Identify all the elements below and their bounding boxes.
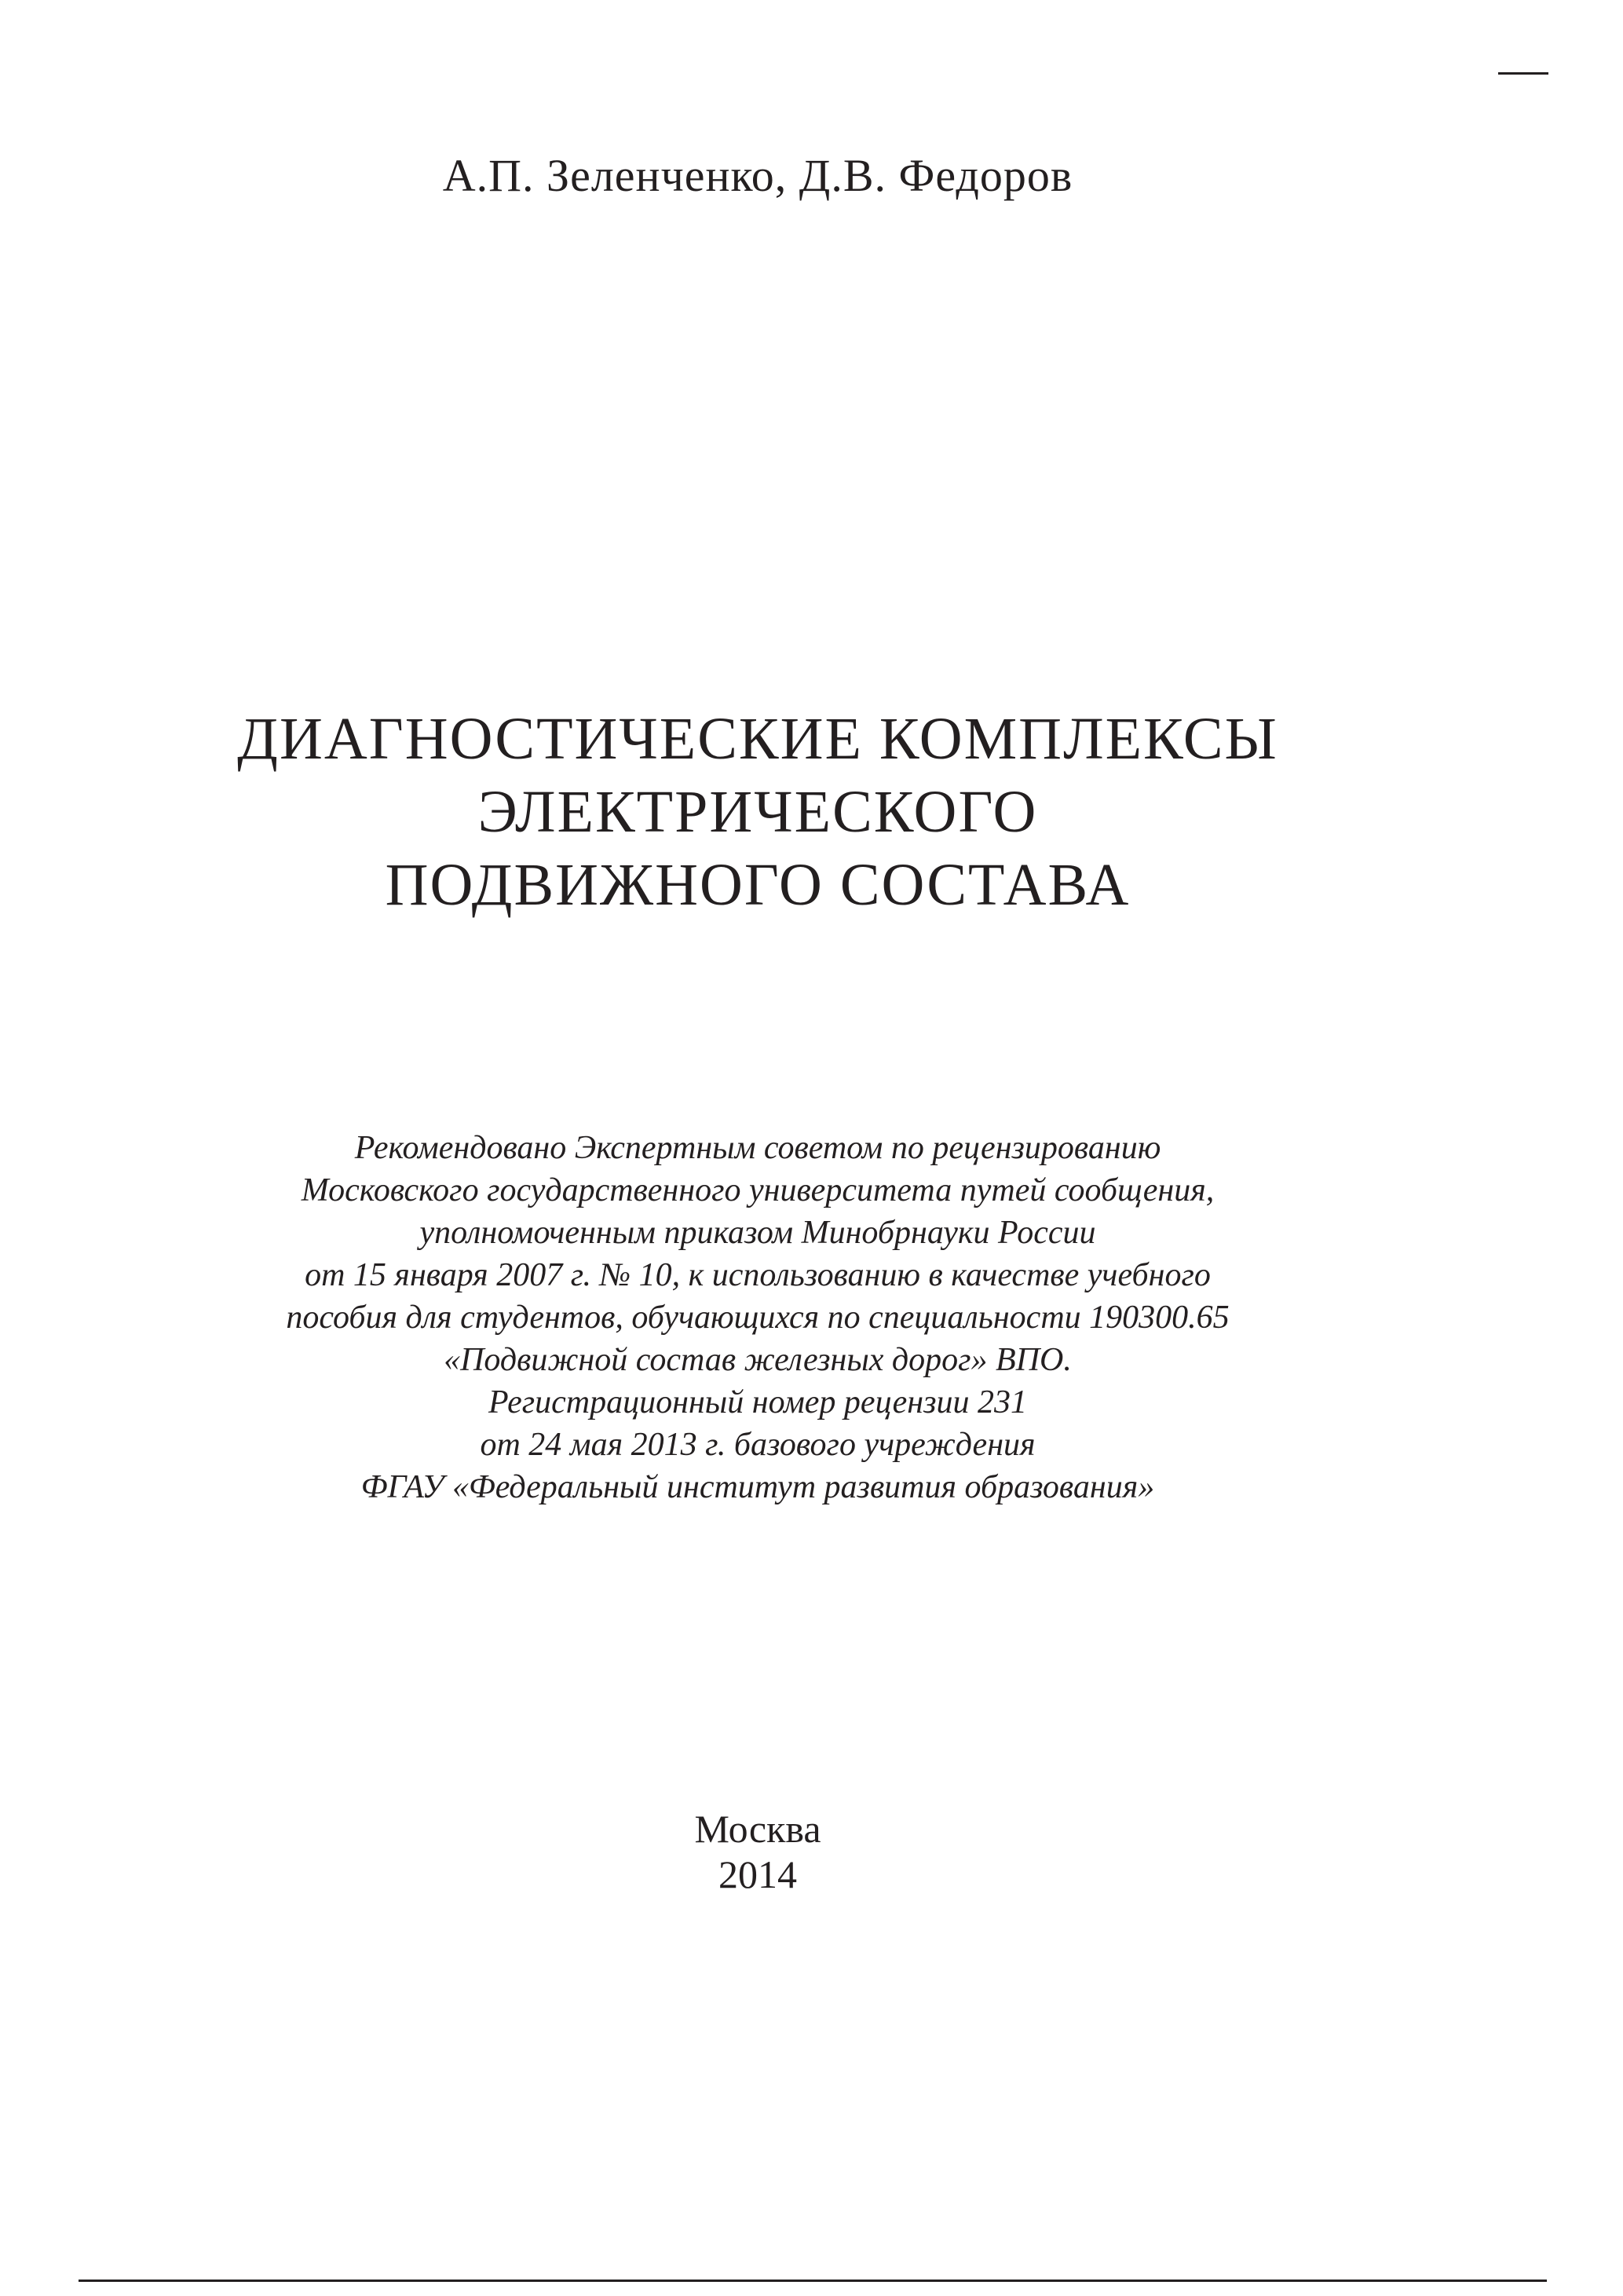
title-line: ЭЛЕКТРИЧЕСКОГО: [477, 779, 1038, 845]
imprint: [0, 1806, 1515, 1897]
approval-line: пособия для студентов, обучающихся по специальности 190300.65: [286, 1300, 1230, 1336]
publication-year: 2014: [718, 1852, 797, 1896]
corner-mark: [1498, 72, 1548, 75]
authors: А.П. Зеленченко, Д.В. Федоров: [442, 150, 1073, 201]
bottom-rule: [79, 2280, 1547, 2282]
publication-city: Москва: [694, 1807, 821, 1851]
title-line: ДИАГНОСТИЧЕСКИЕ КОМПЛЕКСЫ: [237, 706, 1278, 772]
approval-line: уполномоченным приказом Минобрнауки России: [419, 1215, 1096, 1251]
approval-line: ФГАУ «Федеральный институт развития образования»: [360, 1469, 1155, 1505]
approval-statement: [0, 1127, 1515, 1508]
approval-line: Московского государственного университета путей сообщения,: [301, 1172, 1215, 1208]
book-title: [0, 703, 1515, 922]
approval-line: Регистрационный номер рецензии 231: [488, 1384, 1027, 1420]
approval-line: от 15 января 2007 г. № 10, к использованию в качестве учебного: [305, 1257, 1211, 1293]
title-line: ПОДВИЖНОГО СОСТАВА: [385, 852, 1131, 918]
approval-line: Рекомендовано Экспертным советом по рецензированию: [354, 1130, 1161, 1166]
approval-line: от 24 мая 2013 г. базового учреждения: [480, 1427, 1036, 1463]
approval-line: «Подвижной состав железных дорог» ВПО.: [444, 1342, 1072, 1378]
